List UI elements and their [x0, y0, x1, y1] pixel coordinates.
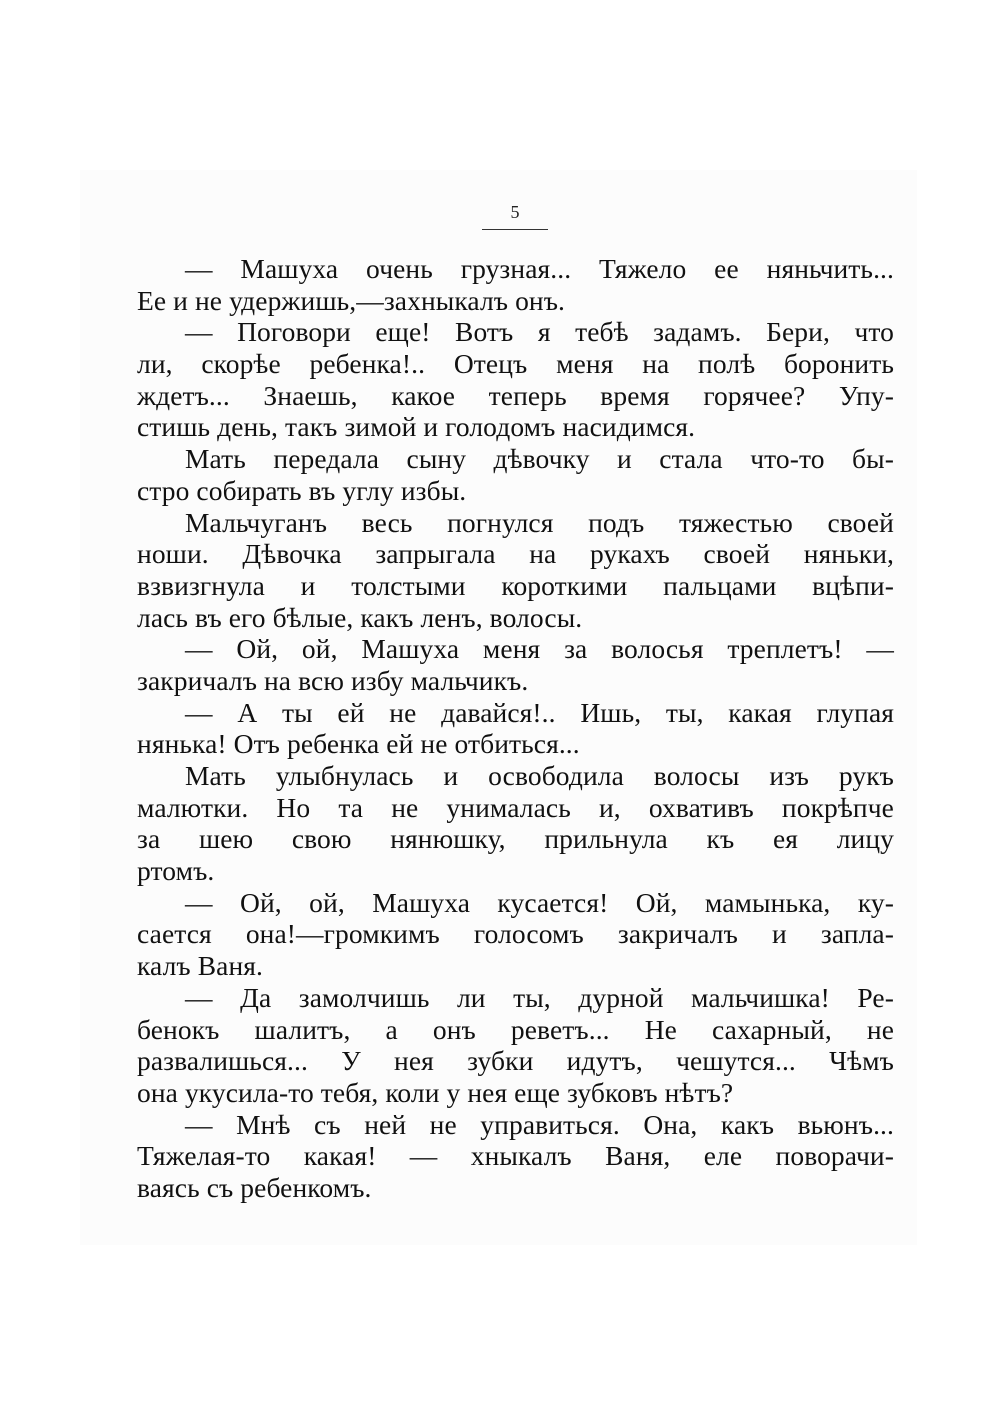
page-number: 5	[510, 202, 520, 222]
text-line: Мать улыбнулась и освободила волосы изъ рукъ	[185, 760, 894, 791]
text-line: за шею свою нянюшку, прильнула къ ея лицу	[137, 823, 894, 855]
page-number-rule	[482, 229, 548, 230]
text-line: калъ Ваня.	[137, 950, 263, 982]
text-line: — Мнѣ съ ней не управиться. Она, какъ вьюнъ...	[185, 1108, 894, 1140]
text-line: — Ой, ой, Машуха кусается! Ой, мамынька, ку-	[185, 886, 894, 918]
text-line: — Ой, ой, Машуха меня за волосья треплетъ! —	[185, 633, 894, 665]
text-line: ли, скорѣе ребенка!.. Отецъ меня на полѣ боронить	[137, 348, 894, 380]
text-line: закричалъ на всю избу мальчикъ.	[137, 664, 529, 696]
text-line: Ее и не удержишь,—захныкалъ онъ.	[137, 284, 566, 316]
body-text	[137, 253, 894, 1204]
text-line: развалишься... У нея зубки идутъ, чешутся... Чѣмъ	[137, 1045, 894, 1077]
text-line: бенокъ шалитъ, а онъ реветъ... Не сахарный, не	[137, 1013, 894, 1045]
text-line: Тяжелая-то какая! — хныкалъ Ваня, еле поворачи-	[137, 1140, 894, 1172]
text-line: ждетъ... Знаешь, какое теперь время горячее? Упу-	[137, 379, 894, 411]
text-line: нянька! Отъ ребенка ей не отбиться...	[137, 728, 580, 760]
text-line: — Поговори еще! Вотъ я тебѣ задамъ. Бери, что	[185, 316, 894, 348]
text-line: — Да замолчишь ли ты, дурной мальчишка! Ре-	[185, 981, 894, 1013]
text-line: ноши. Дѣвочка запрыгала на рукахъ своей няньки,	[137, 538, 894, 570]
text-line: ртомъ.	[137, 855, 215, 887]
text-line: ваясь съ ребенкомъ.	[137, 1171, 372, 1203]
text-line: сается она!—громкимъ голосомъ закричалъ и запла-	[137, 918, 894, 950]
text-line: — Машуха очень грузная... Тяжело ее няньчить...	[185, 253, 894, 284]
text-line: лась въ его бѣлые, какъ ленъ, волосы.	[137, 601, 583, 633]
text-line: стро собирать въ углу избы.	[137, 474, 467, 506]
text-line: стишь день, такъ зимой и голодомъ насидимся.	[137, 411, 696, 443]
text-line: она укусила-то тебя, коли у нея еще зубковъ нѣтъ?	[137, 1076, 734, 1108]
text-line: малютки. Но та не унималась и, охвативъ покрѣпче	[137, 791, 894, 823]
text-line: Мальчуганъ весь погнулся подъ тяжестью своей	[185, 506, 894, 538]
text-line: взвизгнула и толстыми короткими пальцами вцѣпи-	[137, 569, 894, 601]
text-line: — А ты ей не давайся!.. Ишь, ты, какая глупая	[185, 696, 894, 728]
text-line: Мать передала сыну дѣвочку и стала что-то бы-	[185, 443, 894, 475]
